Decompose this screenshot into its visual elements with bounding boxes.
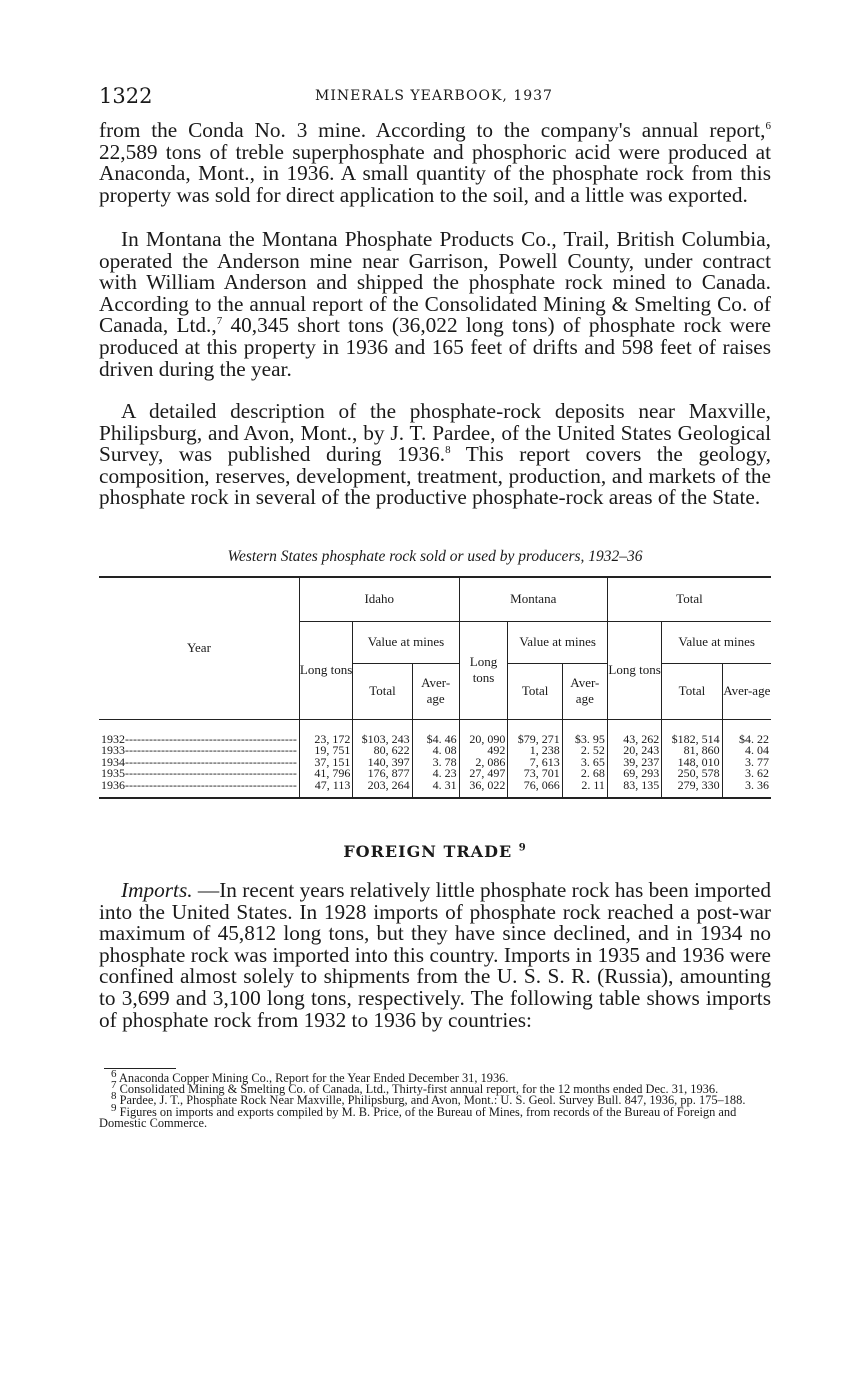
value-cell: 2. 68 bbox=[562, 768, 607, 780]
footnote-ref[interactable]: 8 bbox=[445, 444, 451, 457]
value-cell: 73, 701 bbox=[508, 768, 562, 780]
value-cell: 4. 04 bbox=[722, 745, 771, 757]
value-cell: $4. 22 bbox=[722, 719, 771, 745]
footnote-ref[interactable]: 6 bbox=[765, 119, 771, 132]
footnote-mark: 8 bbox=[111, 1090, 117, 1103]
header-year: Year bbox=[99, 577, 299, 719]
table-body bbox=[99, 719, 771, 798]
year-cell: 1933------------------------------------------- bbox=[101, 745, 297, 757]
header-value-at-mines: Value at mines bbox=[508, 621, 607, 663]
paragraph-text: from the Conda No. 3 mine. According to the company's annual report, bbox=[99, 118, 766, 142]
footnote-mark: 9 bbox=[111, 1101, 117, 1114]
year-cell: 1934------------------------------------------- bbox=[101, 756, 297, 768]
footnote-text: Anaconda Copper Mining Co., Report for the Year Ended December 31, 1936. bbox=[118, 1071, 509, 1085]
header-long-tons: Long tons bbox=[299, 621, 352, 719]
value-cell: 37, 151 bbox=[299, 757, 352, 769]
year-cell: 1932------------------------------------------- bbox=[101, 731, 297, 745]
footnote-text: Consolidated Mining & Smelting Co. of Canada, Ltd., Thirty-first annual report, for the 12 months ended Dec. 31, 1936. bbox=[119, 1082, 719, 1097]
header-total-value: Total bbox=[353, 663, 412, 719]
paragraph-text: 40,345 short tons (36,022 long tons) of phosphate rock were produced at this property in 1936 and 165 feet of drifts and 598 feet of raises driven during the year. bbox=[99, 313, 771, 381]
value-cell: 83, 135 bbox=[607, 780, 661, 799]
value-cell: 27, 497 bbox=[459, 768, 508, 780]
value-cell: 2. 52 bbox=[562, 745, 607, 757]
value-cell: $3. 95 bbox=[562, 719, 607, 745]
table-row bbox=[99, 780, 771, 799]
footnotes bbox=[99, 1067, 771, 1130]
value-cell: 23, 172 bbox=[299, 719, 352, 745]
footnote-mark: 6 bbox=[111, 1067, 117, 1080]
value-cell: 250, 578 bbox=[662, 768, 722, 780]
value-cell: $79, 271 bbox=[508, 719, 562, 745]
value-cell: 148, 010 bbox=[662, 757, 722, 769]
value-cell: 69, 293 bbox=[607, 768, 661, 780]
value-cell: 2. 11 bbox=[562, 780, 607, 799]
header-average: Aver-age bbox=[412, 663, 459, 719]
header-average: Aver-age bbox=[562, 663, 607, 719]
value-cell: $4. 46 bbox=[412, 719, 459, 745]
value-cell: 43, 262 bbox=[607, 719, 661, 745]
paragraph-montana bbox=[99, 229, 771, 380]
header-average: Aver-age bbox=[722, 663, 771, 719]
header-total: Total bbox=[607, 577, 771, 621]
value-cell: 140, 397 bbox=[353, 757, 412, 769]
page-number: 1322 bbox=[99, 84, 153, 108]
footnote-ref[interactable]: 7 bbox=[216, 315, 223, 328]
value-cell: 3. 77 bbox=[722, 757, 771, 769]
value-cell: 4. 31 bbox=[412, 780, 459, 799]
value-cell: $103, 243 bbox=[353, 719, 412, 745]
value-cell: 20, 243 bbox=[607, 745, 661, 757]
value-cell: 3. 65 bbox=[562, 757, 607, 769]
header-idaho: Idaho bbox=[299, 577, 459, 621]
value-cell: 80, 622 bbox=[353, 745, 412, 757]
year-cell: 1936------------------------------------------- bbox=[99, 780, 299, 799]
value-cell: 7, 613 bbox=[508, 757, 562, 769]
value-cell: 4. 23 bbox=[412, 768, 459, 780]
footnote-mark: 7 bbox=[111, 1079, 117, 1092]
footnote-9 bbox=[99, 1101, 771, 1130]
value-cell: 3. 78 bbox=[412, 757, 459, 769]
value-cell: 20, 090 bbox=[459, 719, 508, 745]
paragraph-pardee-report bbox=[99, 401, 771, 509]
paragraph-imports bbox=[99, 880, 771, 1031]
paragraph-text: —In recent years relatively little phosphate rock has been imported into the United States. In 1928 imports of phosphate rock reached a post-war maximum of 45,812 long tons, but they have since declined, and in 1934 no phosphate rock was imported into this country. Imports in 1935 and 1936 were confined almost solely to shipments from the U. S. S. R. (Russia), amounting to 3,699 and 3,100 long tons, respectively. The following table shows imports of phosphate rock from 1932 to 1936 by countries: bbox=[99, 878, 771, 1032]
value-cell: 492 bbox=[459, 745, 508, 757]
header-total-value: Total bbox=[508, 663, 562, 719]
paragraph-text: In Montana the Montana Phosphate Products Co., Trail, British Columbia, operated the Anderson mine near Garrison, Powell County, under contract with William Anderson and shipped the phosphate rock mined to Canada. According to the annual report of the Consolidated Mining & Smelting Co. of Canada, Ltd., bbox=[99, 227, 771, 338]
value-cell: 4. 08 bbox=[412, 745, 459, 757]
footnote-ref[interactable]: 9 bbox=[518, 842, 527, 854]
value-cell: $182, 514 bbox=[662, 719, 722, 745]
year-cell: 1935------------------------------------------- bbox=[101, 768, 297, 780]
section-heading bbox=[99, 842, 771, 861]
value-cell: 76, 066 bbox=[508, 780, 562, 799]
header-value-at-mines: Value at mines bbox=[662, 621, 771, 663]
value-cell: 81, 860 bbox=[662, 745, 722, 757]
value-cell: 36, 022 bbox=[459, 780, 508, 799]
value-cell: 176, 877 bbox=[353, 768, 412, 780]
value-cell: 19, 751 bbox=[299, 745, 352, 757]
paragraph-text: 22,589 tons of treble superphosphate and phosphoric acid were produced at Anaconda, Mont., in 1936. A small quantity of the phosphate rock from this property was sold for direct application to the soil, and a little was exported. bbox=[99, 139, 771, 207]
value-cell: 3. 36 bbox=[722, 780, 771, 799]
value-cell: 1, 238 bbox=[508, 745, 562, 757]
table-row bbox=[99, 719, 771, 745]
header-total-value: Total bbox=[662, 663, 722, 719]
value-cell: 3. 62 bbox=[722, 768, 771, 780]
page-header bbox=[99, 84, 769, 114]
value-cell: 2, 086 bbox=[459, 757, 508, 769]
paragraph-conda-mine bbox=[99, 120, 771, 206]
running-title: MINERALS YEARBOOK, 1937 bbox=[315, 88, 553, 104]
header-long-tons: Long tons bbox=[459, 621, 508, 719]
table-caption: Western States phosphate rock sold or used by producers, 1932–36 bbox=[227, 548, 643, 565]
value-cell: 39, 237 bbox=[607, 757, 661, 769]
paragraph-text: This report covers the geology, composition, reserves, development, treatment, production, and markets of the phosphate rock in several of the productive phosphate-rock areas of the State. bbox=[99, 442, 772, 510]
value-cell: 47, 113 bbox=[299, 780, 352, 799]
section-title: FOREIGN TRADE bbox=[343, 842, 513, 861]
value-cell: 41, 796 bbox=[299, 768, 352, 780]
imports-label: Imports. bbox=[121, 878, 193, 902]
footnote-text: Figures on imports and exports compiled by M. B. Price, of the Bureau of Mines, from records of the Bureau of Foreign and Domestic Commerce. bbox=[99, 1104, 737, 1130]
header-value-at-mines: Value at mines bbox=[353, 621, 459, 663]
header-montana: Montana bbox=[459, 577, 607, 621]
phosphate-table bbox=[99, 576, 771, 799]
value-cell: 279, 330 bbox=[662, 780, 722, 799]
footnote-text: Pardee, J. T., Phosphate Rock Near Maxville, Philipsburg, and Avon, Mont.: U. S. Geol. Survey Bull. 847, 1936, pp. 175–188. bbox=[119, 1093, 746, 1108]
header-long-tons: Long tons bbox=[607, 621, 661, 719]
paragraph-text: A detailed description of the phosphate-rock deposits near Maxville, Philipsburg, and Avon, Mont., by J. T. Pardee, of the United States Geological Survey, was published during 1936. bbox=[99, 399, 771, 467]
value-cell: 203, 264 bbox=[353, 780, 412, 799]
